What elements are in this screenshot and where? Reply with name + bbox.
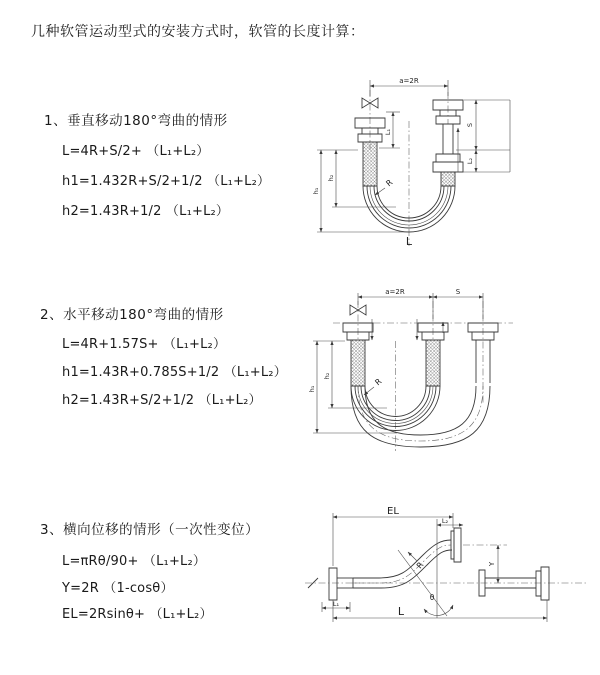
braided-hose-section	[426, 340, 440, 386]
dimension-l1	[322, 600, 350, 612]
section-3-formula-el: EL=2Rsinθ+ （L₁+L₂）	[62, 607, 213, 622]
section-1-formula-h1: h1=1.432R+S/2+1/2 （L₁+L₂）	[62, 174, 271, 189]
dimension-l-total	[333, 600, 547, 622]
dim-label-r: R	[384, 177, 395, 189]
section-2-formula-l: L=4R+1.57S+ （L₁+L₂）	[62, 337, 227, 352]
dim-label-h2: h₂	[327, 174, 335, 182]
braided-hose-section	[441, 172, 455, 186]
braided-hose-section	[351, 340, 365, 386]
section-1-formula-l: L=4R+S/2+ （L₁+L₂）	[62, 144, 210, 159]
hose-u-position-2	[351, 386, 490, 447]
section-2-heading: 2、水平移动180°弯曲的情形	[40, 307, 224, 323]
original-position-fitting	[479, 567, 549, 600]
dimension-l1	[379, 112, 400, 148]
dim-label-theta: θ	[429, 593, 435, 602]
section-3-formula-l: L=πRθ/90+ （L₁+L₂）	[62, 554, 207, 569]
dim-label-r: R	[373, 376, 384, 388]
dim-label-l2: L₂	[466, 157, 474, 165]
centerlines	[305, 545, 587, 588]
braided-hose-section	[363, 142, 377, 186]
dim-label-s: S	[466, 122, 474, 128]
dimension-a2r-s	[358, 288, 483, 319]
dim-label-a2r: a=2R	[399, 77, 419, 85]
dim-label-y: Y	[488, 561, 496, 567]
dim-label-l2: L₂	[441, 517, 449, 525]
dimension-l2	[437, 517, 463, 618]
section-1-heading: 1、垂直移动180°弯曲的情形	[44, 113, 228, 129]
diagram-vertical-180-bend	[310, 66, 590, 266]
section-2-formula-h1: h1=1.43R+0.785S+1/2 （L₁+L₂）	[62, 365, 287, 380]
section-1-formula-h2: h2=1.43R+1/2 （L₁+L₂）	[62, 204, 230, 219]
reference-arrows	[372, 319, 443, 340]
right-pipe-fitting	[433, 100, 463, 186]
dim-label-h1: h₁	[312, 187, 320, 195]
dimension-a2r	[370, 77, 448, 96]
page-title: 几种软管运动型式的安装方式时，软管的长度计算：	[31, 24, 365, 40]
dim-label-s: S	[455, 288, 461, 296]
dim-label-el: EL	[387, 506, 399, 517]
dimension-s-l2	[456, 100, 510, 172]
dim-label-l1: L₁	[332, 600, 340, 608]
dim-label-l1: L₁	[384, 128, 392, 136]
dim-label-h1: h₁	[308, 385, 316, 393]
section-2-formula-h2: h2=1.43R+S/2+1/2 （L₁+L₂）	[62, 393, 262, 408]
dim-label-l: L	[397, 605, 405, 618]
dim-label-l-total: L	[405, 235, 413, 248]
radius-callout	[364, 377, 384, 395]
diagram-lateral-displacement	[295, 500, 595, 640]
left-pipe-fitting	[329, 568, 353, 600]
left-pipe-fitting	[355, 118, 385, 186]
diagram-horizontal-180-bend	[305, 283, 600, 463]
dimension-y	[488, 545, 498, 583]
section-3-heading: 3、横向位移的情形（一次性变位）	[40, 522, 260, 538]
section-3-formula-y: Y=2R （1-cosθ）	[62, 581, 174, 596]
dim-label-h2: h₂	[323, 372, 331, 380]
dim-label-a2r: a=2R	[385, 288, 405, 296]
displaced-flange	[451, 528, 461, 562]
dim-label-r: R	[414, 560, 426, 571]
dimension-h1-h2	[312, 150, 410, 232]
